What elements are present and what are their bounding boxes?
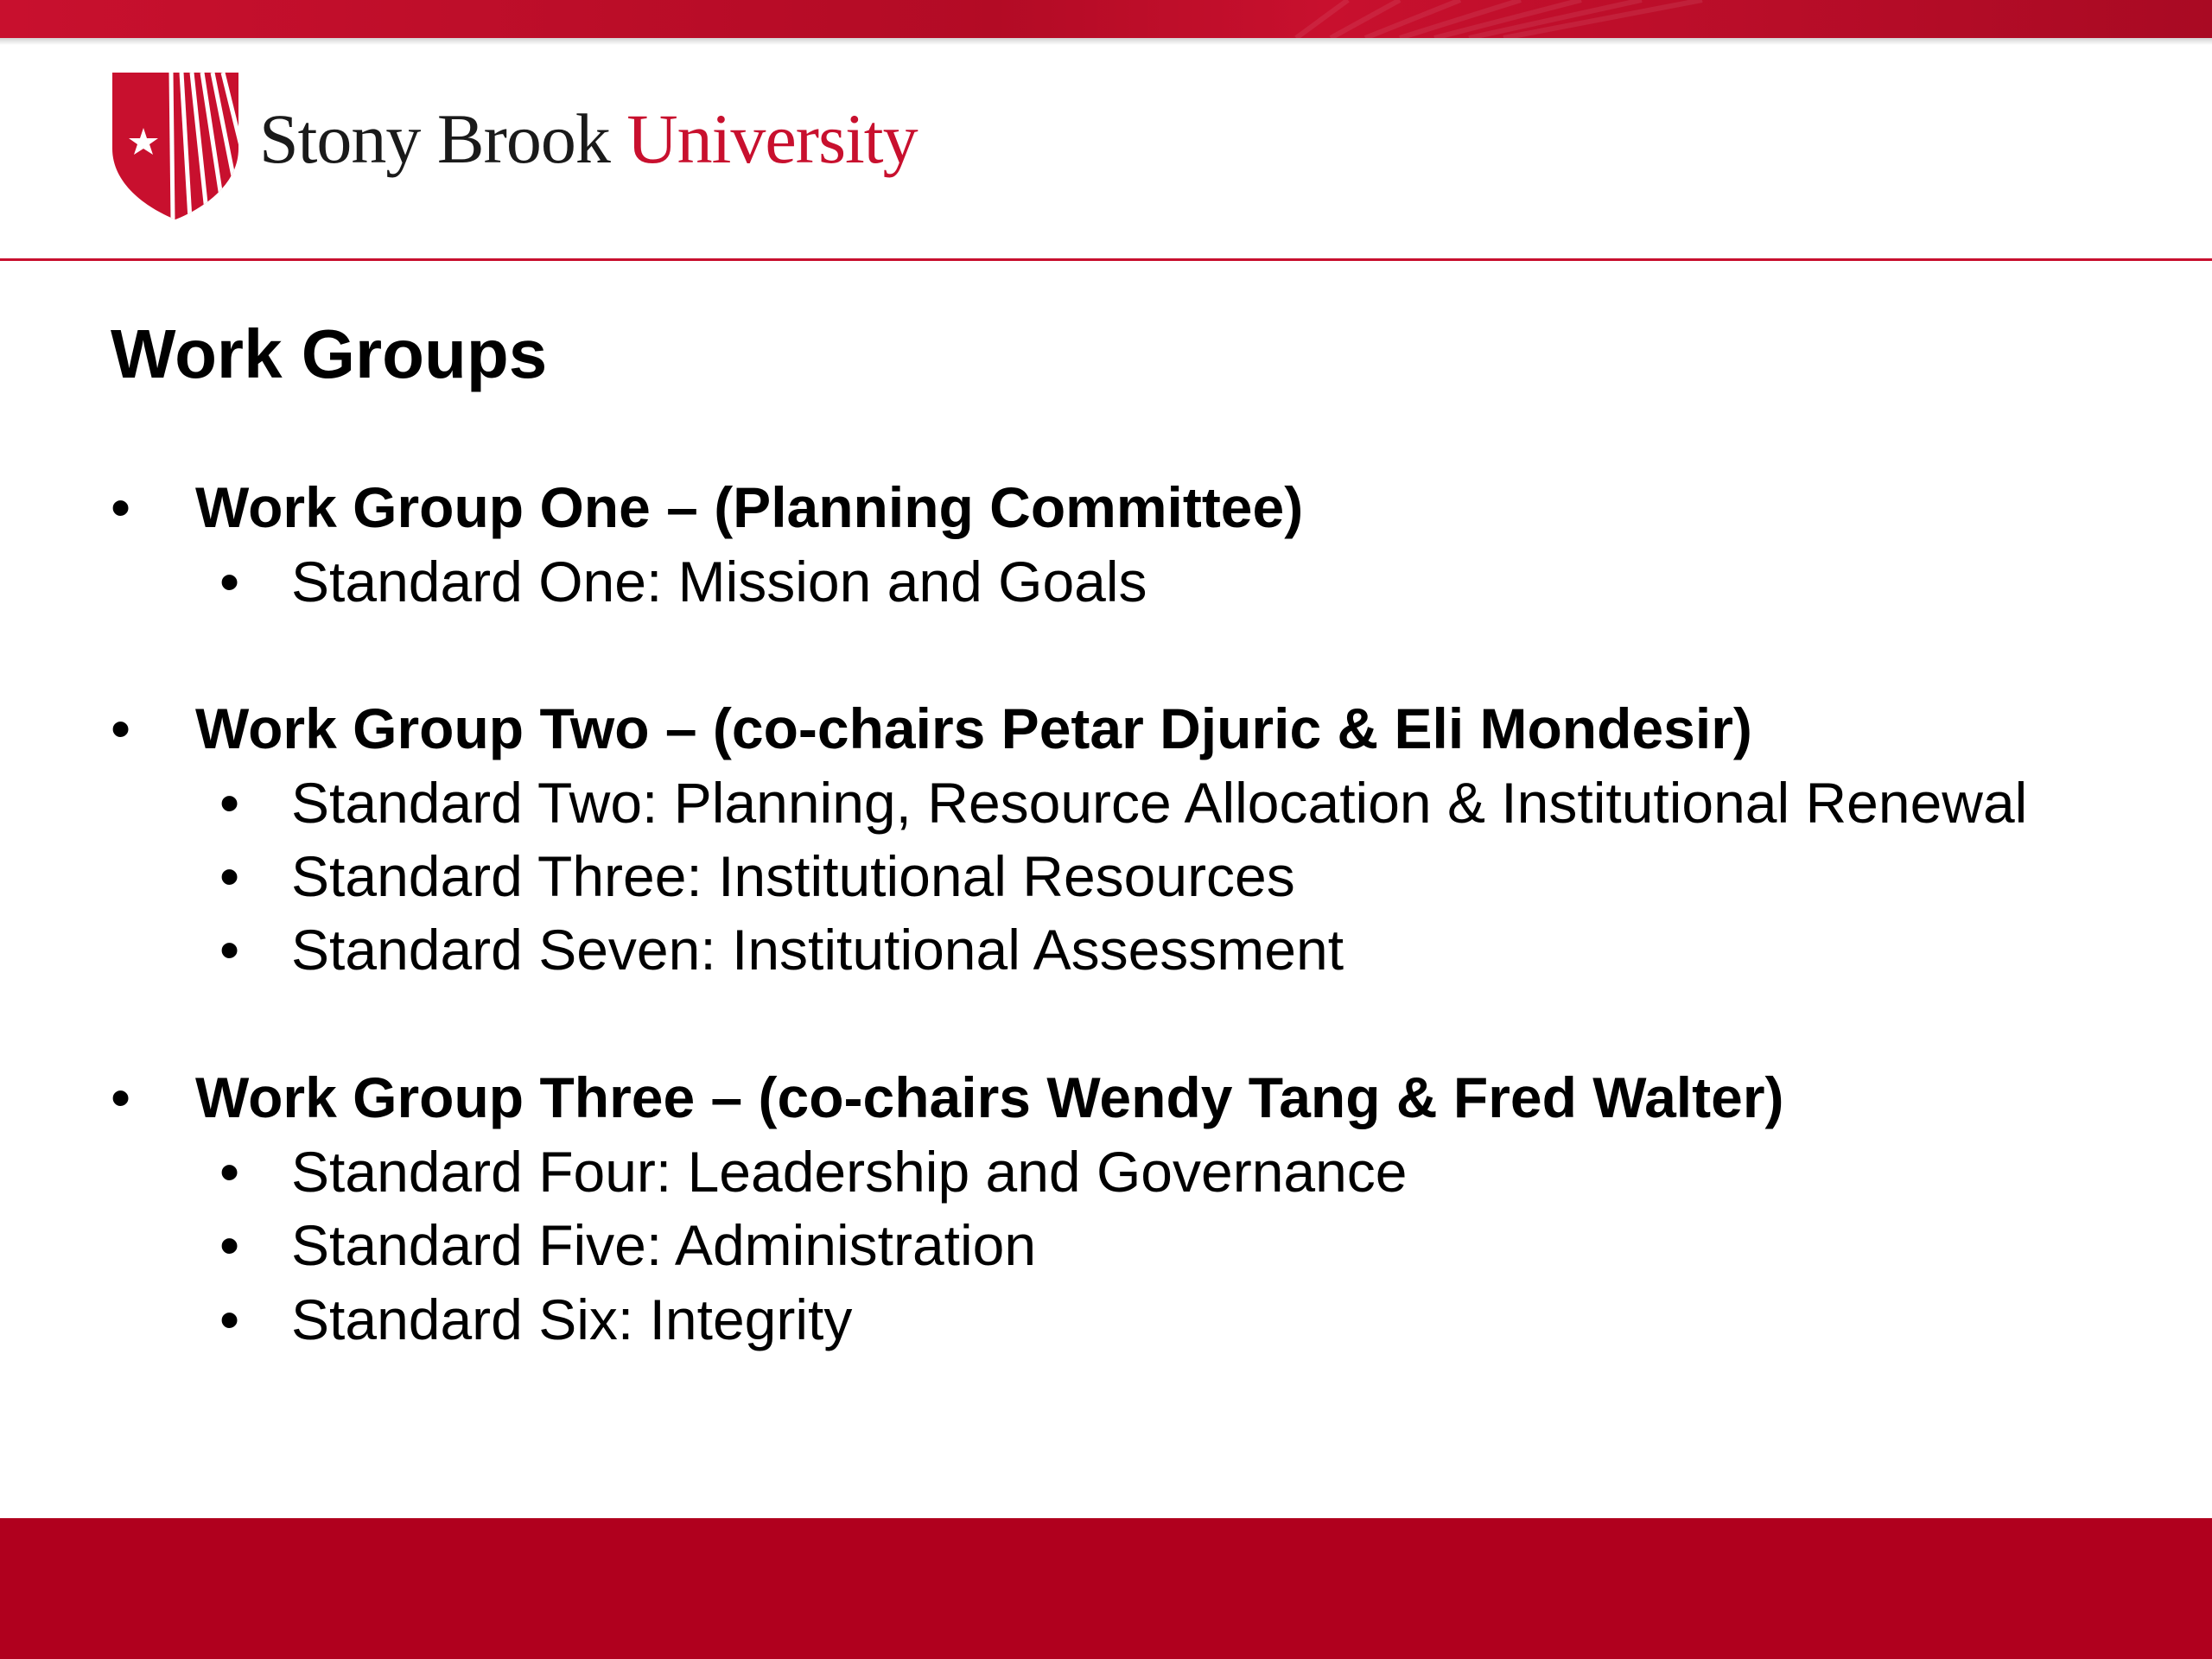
standard-item-text: Standard Two: Planning, Resource Allocation & Institutional Renewal (291, 771, 2028, 835)
work-group-heading-text: Work Group Three – (co-chairs Wendy Tang & Fred Walter) (195, 1065, 1784, 1129)
work-group-heading-text: Work Group One – (Planning Committee) (195, 475, 1304, 539)
bullet-icon: • (219, 771, 240, 835)
work-group-three-heading (0, 1060, 2212, 1135)
top-band-shadow (0, 38, 2212, 45)
top-accent-band (0, 0, 2212, 38)
standard-item (0, 1208, 2212, 1282)
bullet-icon: • (219, 550, 240, 613)
standard-item-text: Standard Three: Institutional Resources (291, 844, 1295, 908)
bullet-icon: • (219, 1287, 240, 1351)
bullet-icon: • (219, 1213, 240, 1277)
wordmark-stony-brook: Stony Brook (259, 99, 627, 178)
top-band-rays (0, 0, 2212, 38)
wordmark-university: University (626, 99, 918, 178)
bullet-icon: • (111, 475, 131, 539)
standard-item (0, 839, 2212, 913)
footer-band (0, 1518, 2212, 1659)
stony-brook-shield-icon (111, 71, 240, 222)
standard-item-text: Standard Four: Leadership and Governance (291, 1140, 1408, 1204)
university-wordmark (259, 99, 918, 178)
standard-item-text: Standard Five: Administration (291, 1213, 1037, 1277)
standard-item (0, 912, 2212, 987)
bullet-icon: • (219, 918, 240, 982)
work-group-one-heading (0, 470, 2212, 544)
bullet-icon: • (111, 1065, 131, 1129)
standard-item (0, 544, 2212, 619)
bullet-icon: • (219, 844, 240, 908)
bullet-icon: • (219, 1140, 240, 1204)
standard-item-text: Standard Six: Integrity (291, 1287, 853, 1351)
slide-title: Work Groups (111, 315, 548, 392)
standard-item-text: Standard One: Mission and Goals (291, 550, 1147, 613)
standard-item (0, 1135, 2212, 1209)
university-logo (111, 71, 1009, 226)
work-group-heading-text: Work Group Two – (co-chairs Petar Djuric & Eli Mondesir) (195, 696, 1752, 760)
standard-item (0, 766, 2212, 840)
work-group-two-heading (0, 691, 2212, 766)
standard-item (0, 1282, 2212, 1357)
bullet-icon: • (111, 696, 131, 760)
standard-item-text: Standard Seven: Institutional Assessment (291, 918, 1344, 982)
header-divider (0, 258, 2212, 261)
